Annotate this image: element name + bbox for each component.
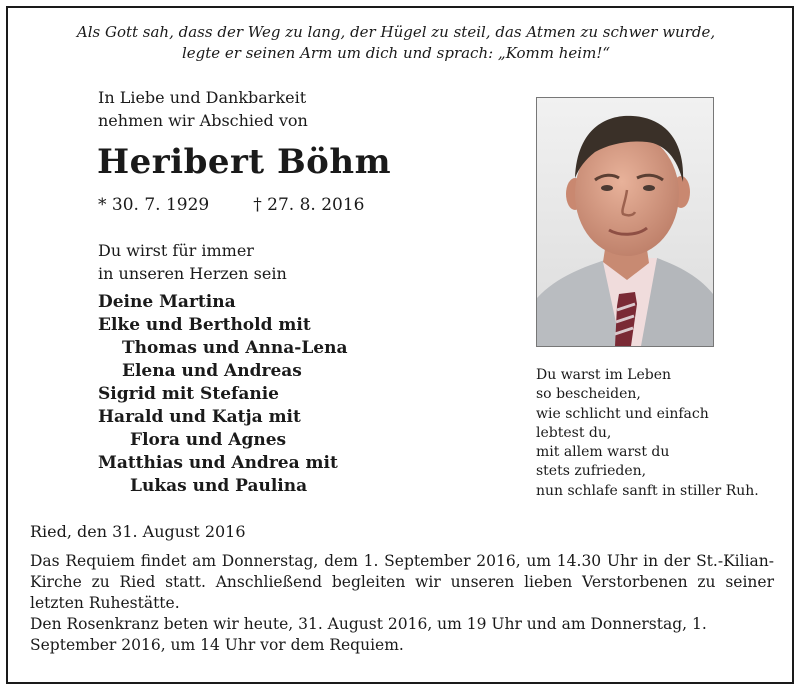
poem-line: nun schlafe sanft in stiller Ruh. (536, 482, 759, 499)
death-date: † 27. 8. 2016 (253, 195, 365, 215)
intro-line-1: In Liebe und Dankbarkeit (98, 88, 307, 107)
poem-line: so bescheiden, (536, 386, 641, 403)
poem-line: mit allem warst du (536, 444, 670, 461)
poem-line: Du warst im Leben (536, 367, 672, 383)
notice-paragraph-rosary: Den Rosenkranz beten wir heute, 31. August 2016, um 19 Uhr und am Donnerstag, 1. September 2016, um 14 Uhr vor dem Requiem. (30, 615, 707, 654)
motto-line-2: in unseren Herzen sein (98, 264, 287, 283)
funeral-notice (30, 551, 774, 656)
portrait-illustration (537, 98, 713, 346)
family-member: Deine Martina (98, 292, 236, 312)
poem-line: wie schlicht und einfach (536, 405, 709, 422)
family-member: Elena und Andreas (122, 361, 302, 381)
family-member: Thomas und Anna-Lena (122, 338, 348, 358)
notice-paragraph-requiem: Das Requiem findet am Donnerstag, dem 1. September 2016, um 14.30 Uhr in der St.-Kilian-Kirche zu Ried statt. Anschließend begleiten wir unseren lieben Verstorbenen zu seiner letzten Ruhestätte. (30, 552, 774, 612)
family-member: Elke und Berthold mit (98, 315, 311, 335)
intro-text (98, 86, 308, 132)
life-dates (98, 195, 364, 215)
family-member: Matthias und Andrea mit (98, 453, 338, 473)
poem (536, 366, 759, 501)
deceased-name: Heribert Böhm (97, 142, 392, 182)
family-list (98, 291, 348, 498)
poem-line: stets zufrieden, (536, 463, 647, 480)
portrait-photo (536, 97, 714, 347)
opening-quote (40, 22, 752, 64)
family-member: Sigrid mit Stefanie (98, 384, 279, 404)
place-and-date: Ried, den 31. August 2016 (30, 522, 246, 541)
intro-line-2: nehmen wir Abschied von (98, 111, 308, 130)
quote-line-2: legte er seinen Arm um dich und sprach: „Komm heim!“ (181, 44, 611, 62)
family-member: Flora und Agnes (130, 430, 287, 450)
birth-date: * 30. 7. 1929 (98, 195, 210, 215)
motto-line-1: Du wirst für immer (98, 241, 254, 260)
family-member: Harald und Katja mit (98, 407, 301, 427)
poem-line: lebtest du, (536, 424, 612, 441)
motto-text (98, 239, 287, 285)
quote-line-1: Als Gott sah, dass der Weg zu lang, der Hügel zu steil, das Atmen zu schwer wurde, (76, 23, 716, 41)
family-member: Lukas und Paulina (130, 476, 308, 496)
